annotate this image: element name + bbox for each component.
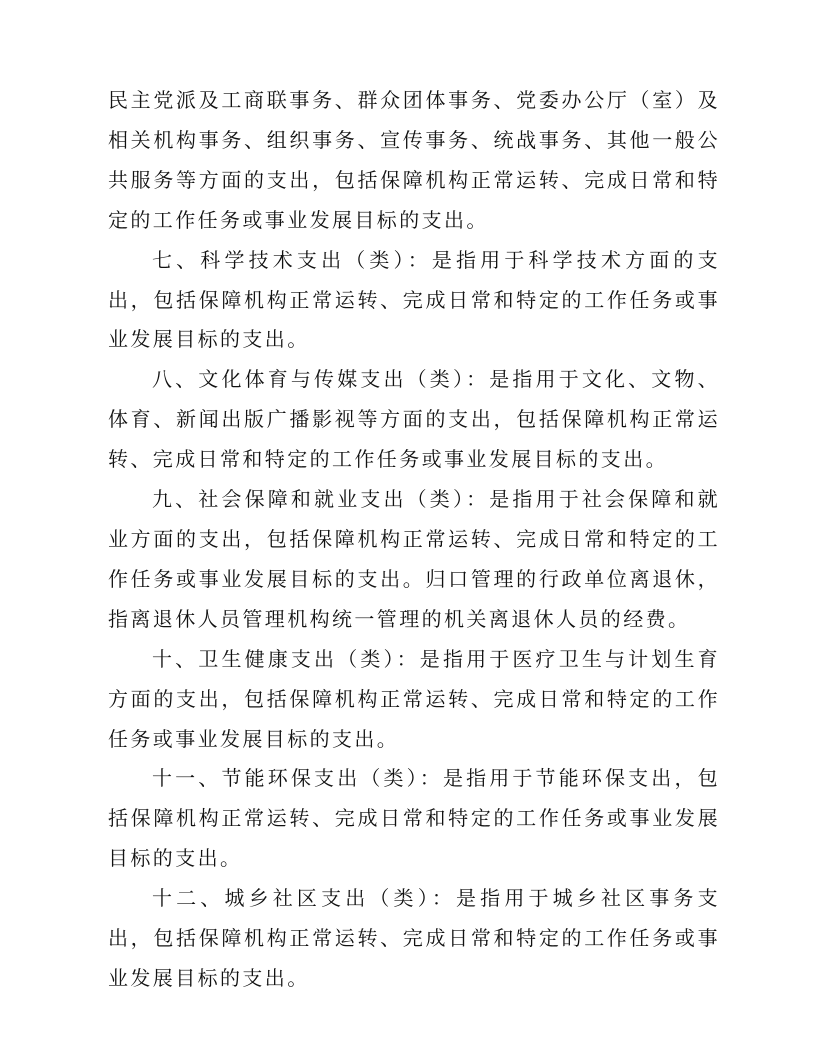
paragraph-item-8-culture-sports-media: 八、文化体育与传媒支出（类）：是指用于文化、文物、体育、新闻出版广播影视等方面的支出，包括保障机构正常运转、完成日常和特定的工作任务或事业发展目标的支出。 [108,367,720,472]
paragraph-continuation: 民主党派及工商联事务、群众团体事务、党委办公厅（室）及相关机构事务、组织事务、宣传事务、统战事务、其他一般公共服务等方面的支出，包括保障机构正常运转、完成日常和特定的工作任务或事业发展目标的支出。 [108,88,720,232]
paragraph-item-12-urban-rural-community: 十二、城乡社区支出（类）：是指用于城乡社区事务支出，包括保障机构正常运转、完成日常和特定的工作任务或事业发展目标的支出。 [108,886,720,990]
paragraph-item-9-social-security-employment: 九、社会保障和就业支出（类）：是指用于社会保障和就业方面的支出，包括保障机构正常运转、完成日常和特定的工作任务或事业发展目标的支出。归口管理的行政单位离退休，指离退休人员管理机构统一管理的机关离退休人员的经费。 [108,487,720,631]
paragraph-item-11-energy-environment: 十一、节能环保支出（类）：是指用于节能环保支出，包括保障机构正常运转、完成日常和特定的工作任务或事业发展目标的支出。 [108,766,720,871]
paragraph-item-10-health: 十、卫生健康支出（类）：是指用于医疗卫生与计划生育方面的支出，包括保障机构正常运转、完成日常和特定的工作任务或事业发展目标的支出。 [108,646,720,751]
paragraph-item-7-science-technology: 七、科学技术支出（类）：是指用于科学技术方面的支出，包括保障机构正常运转、完成日常和特定的工作任务或事业发展目标的支出。 [108,247,720,352]
document-page [108,81,720,999]
